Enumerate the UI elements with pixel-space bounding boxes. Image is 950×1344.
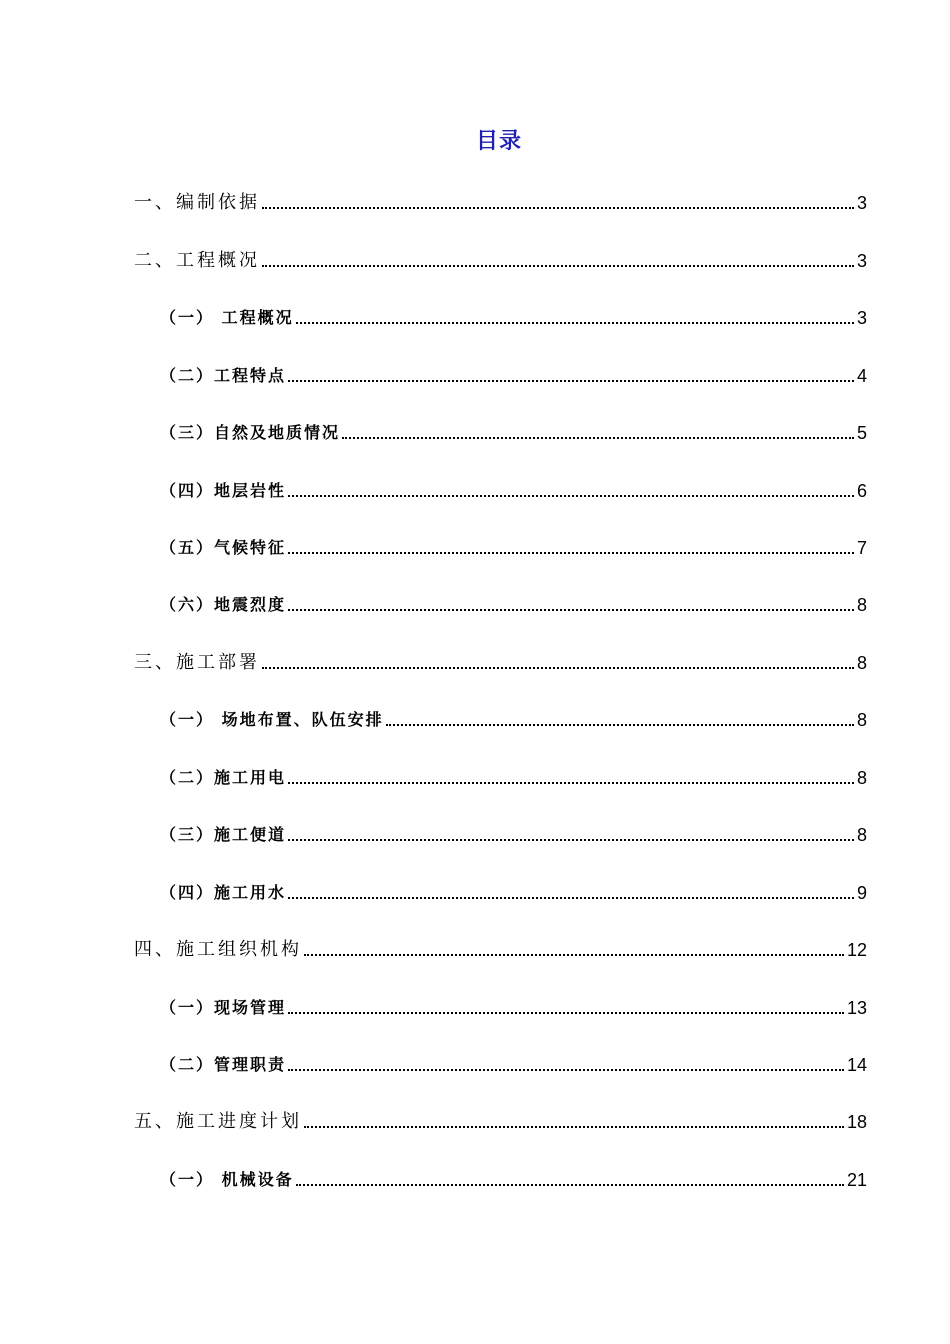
toc-leader-dots xyxy=(262,265,854,267)
toc-entry[interactable] xyxy=(160,1046,867,1076)
toc-entry-label: 三、施工部署 xyxy=(134,652,260,673)
toc-entry-label: （三）施工便道 xyxy=(160,825,287,844)
toc-entry-page: 8 xyxy=(856,595,867,615)
toc-entry-page: 21 xyxy=(846,1170,867,1190)
toc-entry-page: 12 xyxy=(846,940,867,960)
toc-entry[interactable] xyxy=(160,357,867,387)
toc-entry-page: 5 xyxy=(856,423,867,443)
toc-leader-dots xyxy=(262,667,854,669)
toc-leader-dots xyxy=(304,954,844,956)
toc-entry[interactable] xyxy=(134,644,867,674)
toc-entry-label: （一） 场地布置、队伍安排 xyxy=(160,710,384,729)
toc-entry-page: 8 xyxy=(856,653,867,673)
toc-entry[interactable] xyxy=(160,1161,867,1191)
toc-entry[interactable] xyxy=(134,184,867,214)
toc-entry-page: 3 xyxy=(856,193,867,213)
toc-entry[interactable] xyxy=(160,299,867,329)
toc-entry[interactable] xyxy=(160,701,867,731)
toc-entry-label: （二）工程特点 xyxy=(160,366,287,385)
toc-entry-label: （二）施工用电 xyxy=(160,768,287,787)
toc-entry[interactable] xyxy=(160,586,867,616)
toc-entry-label: （三）自然及地质情况 xyxy=(160,423,341,442)
toc-entry-label: （一） 工程概况 xyxy=(160,308,294,327)
toc-leader-dots xyxy=(288,495,854,497)
toc-entry[interactable] xyxy=(160,759,867,789)
toc-entry-label: （一）现场管理 xyxy=(160,998,287,1017)
toc-entry-label: （六）地震烈度 xyxy=(160,595,287,614)
toc-entry-page: 7 xyxy=(856,538,867,558)
toc-entry[interactable] xyxy=(160,472,867,502)
toc-leader-dots xyxy=(296,1184,844,1186)
toc-entry-page: 13 xyxy=(846,998,867,1018)
toc-entry-page: 18 xyxy=(846,1112,867,1132)
toc-leader-dots xyxy=(262,207,854,209)
toc-entry[interactable] xyxy=(160,874,867,904)
toc-leader-dots xyxy=(288,1012,844,1014)
toc-entry-label: 一、编制依据 xyxy=(134,192,260,213)
toc-entry-page: 8 xyxy=(856,710,867,730)
toc-leader-dots xyxy=(386,724,854,726)
toc-title: 目录 xyxy=(475,129,522,154)
toc-entry-label: （二）管理职责 xyxy=(160,1055,287,1074)
toc-entry-label: 二、工程概况 xyxy=(134,250,260,271)
toc-leader-dots xyxy=(288,552,854,554)
toc-leader-dots xyxy=(288,782,854,784)
toc-leader-dots xyxy=(288,609,854,611)
toc-entry-page: 8 xyxy=(856,768,867,788)
toc-entry[interactable] xyxy=(134,242,867,272)
toc-entry-page: 9 xyxy=(856,883,867,903)
toc-entry-page: 14 xyxy=(846,1055,867,1075)
toc-leader-dots xyxy=(288,897,854,899)
toc-entry-label: （四）施工用水 xyxy=(160,883,287,902)
toc-leader-dots xyxy=(288,380,854,382)
toc-entry[interactable] xyxy=(160,529,867,559)
toc-entry-label: 四、施工组织机构 xyxy=(134,939,302,960)
toc-entry[interactable] xyxy=(160,414,867,444)
toc-entry-label: （一） 机械设备 xyxy=(160,1170,294,1189)
toc-entry[interactable] xyxy=(134,1103,867,1133)
toc-entry-label: （四）地层岩性 xyxy=(160,481,287,500)
toc-leader-dots xyxy=(342,437,854,439)
toc-leader-dots xyxy=(304,1126,844,1128)
toc-leader-dots xyxy=(288,1069,844,1071)
toc-entry-page: 4 xyxy=(856,366,867,386)
toc-entry[interactable] xyxy=(160,989,867,1019)
toc-leader-dots xyxy=(296,322,854,324)
toc-entry-page: 3 xyxy=(856,308,867,328)
toc-entry[interactable] xyxy=(134,931,867,961)
toc-entry-label: 五、施工进度计划 xyxy=(134,1111,302,1132)
toc-entry-page: 8 xyxy=(856,825,867,845)
toc-entry-page: 3 xyxy=(856,251,867,271)
toc-entry-page: 6 xyxy=(856,481,867,501)
toc-entry-label: （五）气候特征 xyxy=(160,538,287,557)
toc-entry[interactable] xyxy=(160,816,867,846)
toc-leader-dots xyxy=(288,839,854,841)
